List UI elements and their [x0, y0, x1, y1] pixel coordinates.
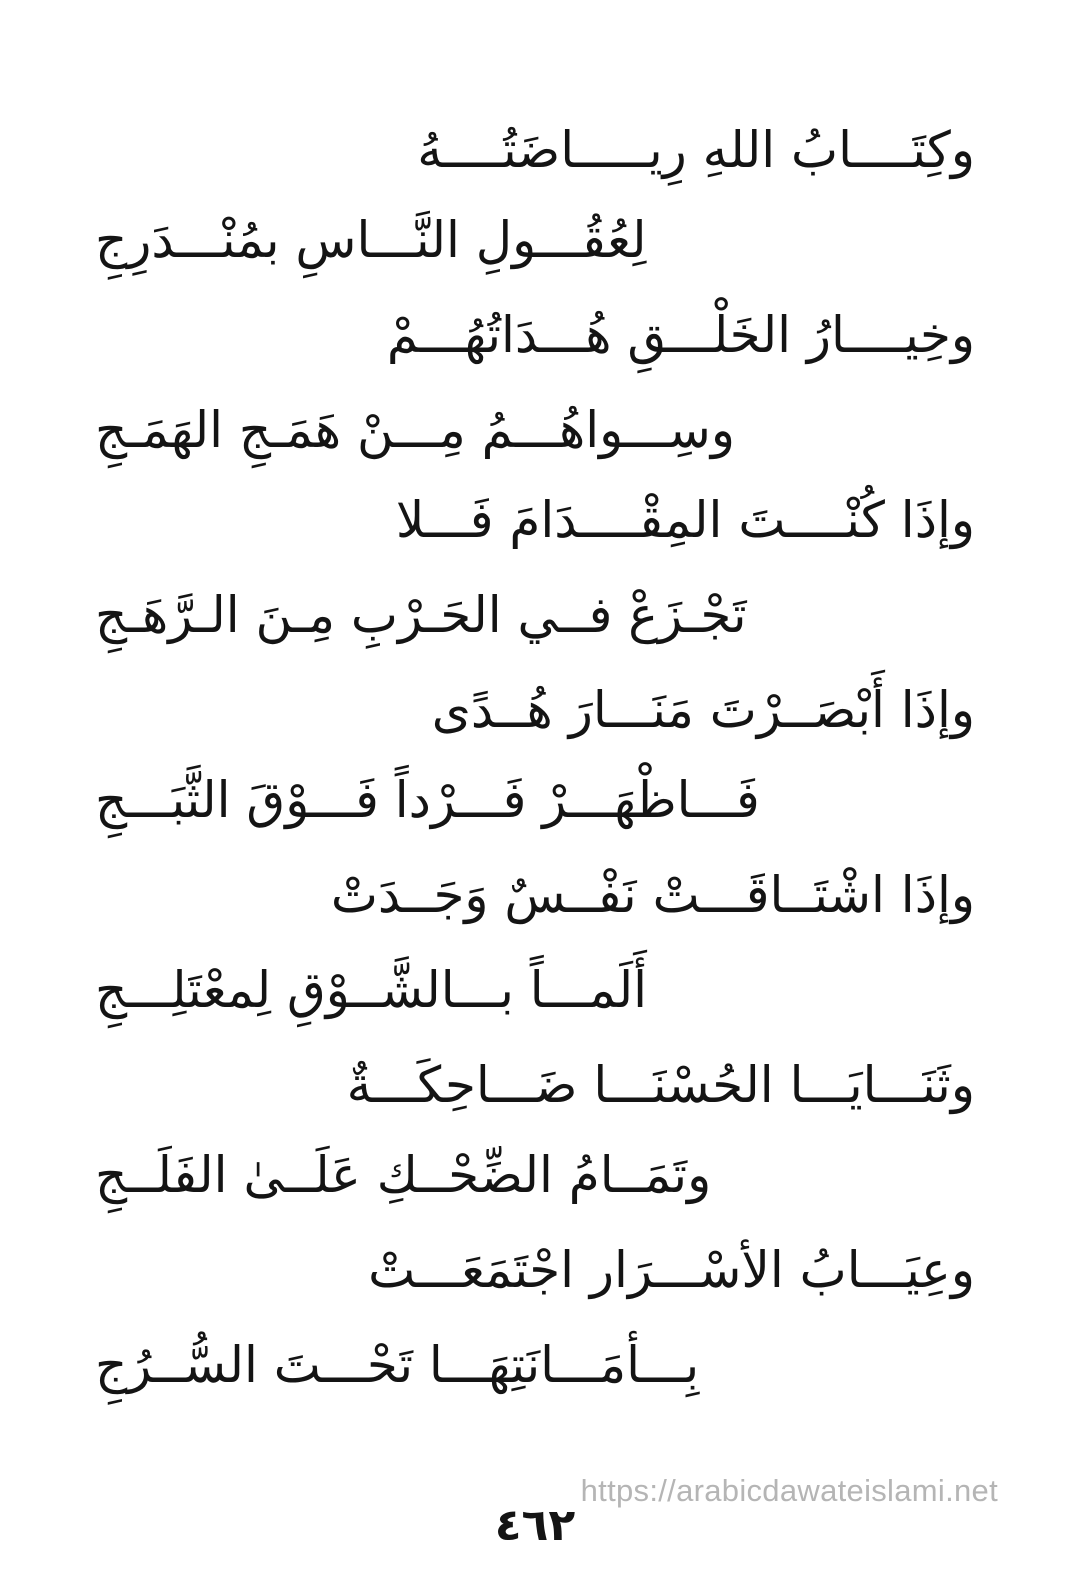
poem-line-3: وخِيــــارُ الخَلْـــقِ هُـــدَاتُهُـــمْ	[386, 306, 975, 364]
watermark-url: https://arabicdawateislami.net	[580, 1473, 998, 1508]
poem-line-5: وإذَا كُنْــــتَ المِقْــــدَامَ فَـــلا	[395, 491, 975, 549]
poem-line-6: تَجْـزَعْ فــي الحَـرْبِ مِـنَ الـرَّهَـجِ	[95, 586, 747, 644]
page-number: ٤٦٢	[494, 1500, 576, 1551]
poem-line-4: وسِـــواهُـــمُ مِـــنْ هَمَـجِ الهَمَـجِ	[95, 401, 735, 459]
poem-line-8: فَـــاظْهَـــرْ فَـــرْداً فَـــوْقَ الثَّبَـــجِ	[95, 771, 760, 829]
poem-line-9: وإذَا اشْتَــاقَـــتْ نَفْــسٌ وَجَــدَتْ	[330, 866, 975, 924]
poem-line-12: وتَمَــامُ الضِّحْــكِ عَلَــىٰ الفَلَــجِ	[95, 1146, 712, 1204]
poem-line-14: بِـــأمَـــانَتِهَـــا تَحْـــتَ السُّــرُجِ	[95, 1336, 700, 1394]
poem-line-13: وعِيَـــابُ الأسْـــرَار اجْتَمَعَـــتْ	[368, 1241, 975, 1299]
poem-line-1: وكِتَــــابُ اللهِ رِيـــــاضَتُــــهُ	[417, 121, 975, 179]
poem-line-7: وإذَا أَبْصَــرْتَ مَنَـــارَ هُــدًى	[431, 681, 975, 739]
poem-line-2: لِعُقُـــولِ النَّـــاسِ بمُنْـــدَرِجِ	[95, 211, 647, 269]
poem-line-11: وثَنَـــايَـــا الحُسْنَـــا ضَـــاحِكَـــةٌ	[346, 1056, 975, 1114]
poem-line-10: أَلَمـــاً بـــالشَّــوْقِ لِمعْتَلِـــجِ	[95, 961, 647, 1019]
